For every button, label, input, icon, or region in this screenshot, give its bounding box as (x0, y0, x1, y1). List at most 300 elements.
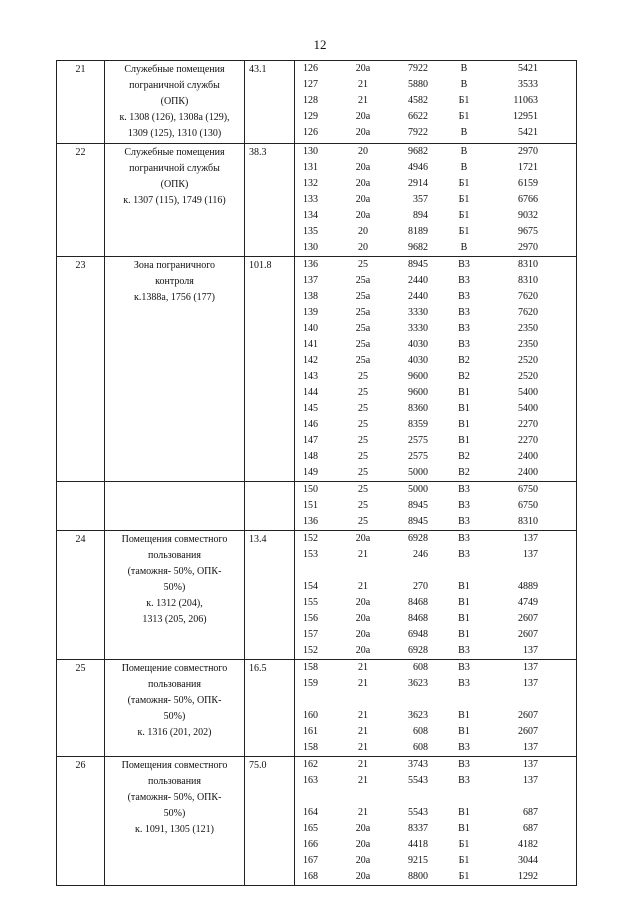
point-y: 8310 (518, 516, 538, 527)
point-x: 8360 (408, 403, 428, 414)
point-type: В3 (458, 549, 470, 560)
point-y: 137 (523, 533, 538, 544)
area-value: 43.1 (245, 61, 295, 144)
point-list (295, 531, 577, 660)
point-number: 143 (303, 371, 318, 382)
list-item (295, 176, 576, 192)
list-item (295, 773, 576, 789)
point-type: В3 (458, 678, 470, 689)
list-item (295, 740, 576, 756)
point-code: 21 (358, 726, 368, 737)
point-y: 5400 (518, 387, 538, 398)
point-code: 25 (358, 451, 368, 462)
list-item (295, 579, 576, 595)
point-code: 25 (358, 516, 368, 527)
list-item (295, 449, 576, 465)
room-description (105, 531, 245, 660)
point-code: 20 (358, 226, 368, 237)
list-item (295, 369, 576, 385)
point-type: Б1 (458, 111, 470, 122)
point-x: 8945 (408, 516, 428, 527)
table-body (57, 61, 577, 886)
point-type: В (460, 79, 468, 90)
point-type: Б1 (458, 226, 470, 237)
item-number: 24 (57, 531, 105, 660)
point-y: 6159 (518, 178, 538, 189)
point-y: 137 (523, 662, 538, 673)
point-number: 152 (303, 645, 318, 656)
point-number: 166 (303, 839, 318, 850)
point-x: 5543 (408, 807, 428, 818)
point-number: 164 (303, 807, 318, 818)
point-type: В (460, 63, 468, 74)
point-x: 8468 (408, 613, 428, 624)
point-code: 20а (355, 839, 371, 850)
item-number (57, 482, 105, 531)
point-x: 4946 (408, 162, 428, 173)
list-item (295, 465, 576, 481)
description-line: (таможня- 50%, ОПК- (127, 792, 222, 803)
list-item (295, 160, 576, 176)
point-number: 156 (303, 613, 318, 624)
point-type: В1 (458, 629, 470, 640)
point-x: 2440 (408, 275, 428, 286)
point-number: 147 (303, 435, 318, 446)
point-code: 25 (358, 500, 368, 511)
point-code: 21 (358, 710, 368, 721)
point-code: 20а (355, 111, 371, 122)
list-item (295, 643, 576, 659)
point-y: 5421 (518, 63, 538, 74)
list-item (295, 125, 576, 141)
point-type: В3 (458, 500, 470, 511)
point-code: 21 (358, 95, 368, 106)
point-number: 157 (303, 629, 318, 640)
point-x: 2575 (408, 451, 428, 462)
point-number: 158 (303, 662, 318, 673)
list-item (295, 401, 576, 417)
point-y: 2607 (518, 613, 538, 624)
point-type: В1 (458, 710, 470, 721)
description-line: (ОПК) (160, 96, 189, 107)
description-line: (таможня- 50%, ОПК- (127, 695, 222, 706)
list-item (295, 93, 576, 109)
point-code: 25а (355, 291, 371, 302)
point-x: 608 (413, 726, 428, 737)
point-x: 4582 (408, 95, 428, 106)
description-line: пользования (148, 679, 201, 690)
point-x: 5880 (408, 79, 428, 90)
list-item (295, 61, 576, 77)
point-number: 133 (303, 194, 318, 205)
area-value: 101.8 (245, 257, 295, 482)
point-code: 25а (355, 323, 371, 334)
point-x: 3623 (408, 678, 428, 689)
point-y: 2520 (518, 355, 538, 366)
point-type: В2 (458, 451, 470, 462)
point-code: 25а (355, 275, 371, 286)
point-number: 131 (303, 162, 318, 173)
point-y: 4182 (518, 839, 538, 850)
room-description (105, 482, 245, 531)
point-y: 5421 (518, 127, 538, 138)
point-x: 8945 (408, 259, 428, 270)
point-type: В (460, 127, 468, 138)
point-x: 7922 (408, 127, 428, 138)
room-description (105, 61, 245, 144)
point-code: 25 (358, 419, 368, 430)
point-x: 6928 (408, 533, 428, 544)
point-number: 137 (303, 275, 318, 286)
description-line: Зона пограничного (133, 260, 216, 271)
point-type: Б1 (458, 839, 470, 850)
list-item (295, 757, 576, 773)
description-line: 1309 (125), 1310 (130) (127, 128, 222, 139)
point-y: 687 (523, 807, 538, 818)
point-code: 21 (358, 581, 368, 592)
list-item (295, 289, 576, 305)
point-number: 150 (303, 484, 318, 495)
point-number: 148 (303, 451, 318, 462)
point-number: 135 (303, 226, 318, 237)
list-item (295, 240, 576, 256)
point-code: 20а (355, 533, 371, 544)
point-y: 137 (523, 759, 538, 770)
room-description (105, 144, 245, 257)
point-code: 25а (355, 307, 371, 318)
point-y: 1721 (518, 162, 538, 173)
point-type: В1 (458, 613, 470, 624)
list-item (295, 385, 576, 401)
list-item (295, 660, 576, 676)
point-number: 162 (303, 759, 318, 770)
list-item (295, 837, 576, 853)
point-y: 2350 (518, 339, 538, 350)
point-type: В1 (458, 597, 470, 608)
point-type: В3 (458, 259, 470, 270)
point-y: 2970 (518, 242, 538, 253)
point-y: 1292 (518, 871, 538, 882)
row-spacer (295, 789, 576, 805)
list-item (295, 144, 576, 160)
list-item (295, 627, 576, 643)
point-type: В3 (458, 533, 470, 544)
list-item (295, 208, 576, 224)
point-y: 5400 (518, 403, 538, 414)
point-code: 20 (358, 242, 368, 253)
point-y: 7620 (518, 291, 538, 302)
description-line: 1313 (205, 206) (142, 614, 207, 625)
point-number: 138 (303, 291, 318, 302)
point-number: 149 (303, 467, 318, 478)
point-x: 894 (413, 210, 428, 221)
point-code: 20а (355, 629, 371, 640)
description-line: (ОПК) (160, 179, 189, 190)
point-x: 9682 (408, 242, 428, 253)
description-line: 50%) (163, 711, 186, 722)
description-line: к. 1308 (126), 1308а (129), (119, 112, 230, 123)
point-number: 134 (303, 210, 318, 221)
list-item (295, 514, 576, 530)
description-line: Помещения совместного (121, 760, 228, 771)
list-item (295, 611, 576, 627)
point-y: 2350 (518, 323, 538, 334)
point-x: 8189 (408, 226, 428, 237)
point-x: 2575 (408, 435, 428, 446)
point-type: В3 (458, 662, 470, 673)
point-type: В3 (458, 275, 470, 286)
point-code: 25а (355, 355, 371, 366)
point-list (295, 61, 577, 144)
point-type: В2 (458, 467, 470, 478)
point-y: 11063 (513, 95, 538, 106)
point-list (295, 257, 577, 482)
point-code: 25 (358, 259, 368, 270)
area-value: 16.5 (245, 660, 295, 757)
point-list (295, 757, 577, 886)
point-number: 163 (303, 775, 318, 786)
list-item (295, 257, 576, 273)
point-code: 20а (355, 855, 371, 866)
point-code: 25 (358, 387, 368, 398)
list-item (295, 805, 576, 821)
point-x: 8468 (408, 597, 428, 608)
point-y: 2520 (518, 371, 538, 382)
point-code: 20а (355, 597, 371, 608)
point-x: 8945 (408, 500, 428, 511)
point-type: В2 (458, 355, 470, 366)
point-code: 21 (358, 759, 368, 770)
point-type: В2 (458, 371, 470, 382)
point-x: 3330 (408, 307, 428, 318)
point-number: 155 (303, 597, 318, 608)
specification-table (56, 60, 577, 886)
point-type: В1 (458, 823, 470, 834)
point-type: В3 (458, 484, 470, 495)
point-type: В1 (458, 581, 470, 592)
point-x: 3330 (408, 323, 428, 334)
point-code: 20а (355, 823, 371, 834)
point-code: 20а (355, 178, 371, 189)
point-y: 8310 (518, 275, 538, 286)
point-y: 4889 (518, 581, 538, 592)
point-number: 158 (303, 742, 318, 753)
list-item (295, 708, 576, 724)
list-item (295, 77, 576, 93)
point-number: 127 (303, 79, 318, 90)
point-y: 6750 (518, 484, 538, 495)
point-y: 6766 (518, 194, 538, 205)
point-number: 130 (303, 242, 318, 253)
point-type: Б1 (458, 178, 470, 189)
point-code: 21 (358, 742, 368, 753)
point-type: В (460, 146, 468, 157)
description-line: контроля (155, 276, 194, 287)
point-number: 144 (303, 387, 318, 398)
list-item (295, 595, 576, 611)
point-type: В1 (458, 807, 470, 818)
point-type: В3 (458, 759, 470, 770)
list-item (295, 498, 576, 514)
point-number: 165 (303, 823, 318, 834)
description-line: к. 1312 (204), (146, 598, 203, 609)
description-line: Помещения совместного (121, 534, 228, 545)
point-type: В3 (458, 323, 470, 334)
list-item (295, 224, 576, 240)
item-number: 26 (57, 757, 105, 886)
point-y: 2970 (518, 146, 538, 157)
point-y: 2400 (518, 467, 538, 478)
point-code: 25 (358, 435, 368, 446)
row-spacer (295, 692, 576, 708)
point-x: 3623 (408, 710, 428, 721)
description-line: пограничной службы (129, 163, 220, 174)
point-y: 9032 (518, 210, 538, 221)
point-y: 7620 (518, 307, 538, 318)
description-line: к. 1307 (115), 1749 (116) (123, 195, 226, 206)
point-y: 2607 (518, 726, 538, 737)
point-x: 8800 (408, 871, 428, 882)
list-item (295, 676, 576, 692)
point-x: 4030 (408, 339, 428, 350)
point-code: 20а (355, 210, 371, 221)
point-x: 8359 (408, 419, 428, 430)
point-code: 21 (358, 662, 368, 673)
point-code: 20 (358, 146, 368, 157)
table-row (57, 61, 577, 144)
point-list (295, 144, 577, 257)
area-value: 38.3 (245, 144, 295, 257)
item-number: 23 (57, 257, 105, 482)
area-value (245, 482, 295, 531)
description-line: пограничной службы (129, 80, 220, 91)
page-number: 12 (313, 37, 327, 52)
point-x: 4418 (408, 839, 428, 850)
description-line: Служебные помещения (124, 64, 225, 75)
point-type: Б1 (458, 871, 470, 882)
point-number: 145 (303, 403, 318, 414)
list-item (295, 273, 576, 289)
point-number: 142 (303, 355, 318, 366)
point-y: 137 (523, 549, 538, 560)
list-item (295, 321, 576, 337)
list-item (295, 821, 576, 837)
point-x: 9600 (408, 387, 428, 398)
table-row (57, 257, 577, 482)
point-code: 20а (355, 871, 371, 882)
point-number: 136 (303, 516, 318, 527)
point-type: Б1 (458, 210, 470, 221)
point-number: 130 (303, 146, 318, 157)
list-item (295, 433, 576, 449)
point-number: 160 (303, 710, 318, 721)
list-item (295, 337, 576, 353)
point-x: 7922 (408, 63, 428, 74)
row-spacer (295, 563, 576, 579)
point-type: В1 (458, 435, 470, 446)
table-row (57, 482, 577, 531)
point-code: 21 (358, 678, 368, 689)
description-line: к. 1091, 1305 (121) (134, 824, 215, 835)
point-x: 4030 (408, 355, 428, 366)
point-number: 153 (303, 549, 318, 560)
point-y: 8310 (518, 259, 538, 270)
point-x: 6622 (408, 111, 428, 122)
point-number: 167 (303, 855, 318, 866)
point-x: 9682 (408, 146, 428, 157)
room-description (105, 660, 245, 757)
point-list (295, 660, 577, 757)
point-code: 25 (358, 484, 368, 495)
point-code: 25а (355, 339, 371, 350)
point-type: В1 (458, 726, 470, 737)
point-x: 6948 (408, 629, 428, 640)
point-y: 137 (523, 742, 538, 753)
point-number: 146 (303, 419, 318, 430)
point-code: 20а (355, 194, 371, 205)
area-value: 75.0 (245, 757, 295, 886)
point-y: 3533 (518, 79, 538, 90)
list-item (295, 869, 576, 885)
point-number: 154 (303, 581, 318, 592)
list-item (295, 482, 576, 498)
point-number: 132 (303, 178, 318, 189)
point-type: В3 (458, 291, 470, 302)
area-value: 13.4 (245, 531, 295, 660)
point-x: 608 (413, 742, 428, 753)
point-number: 168 (303, 871, 318, 882)
description-line: Служебные помещения (124, 147, 225, 158)
point-code: 25 (358, 371, 368, 382)
point-type: В3 (458, 645, 470, 656)
room-description (105, 757, 245, 886)
point-number: 152 (303, 533, 318, 544)
point-code: 20а (355, 127, 371, 138)
point-type: В (460, 242, 468, 253)
point-number: 129 (303, 111, 318, 122)
point-type: В3 (458, 742, 470, 753)
point-x: 9600 (408, 371, 428, 382)
point-code: 21 (358, 775, 368, 786)
list-item (295, 353, 576, 369)
point-type: Б1 (458, 855, 470, 866)
table-row (57, 757, 577, 886)
list-item (295, 724, 576, 740)
point-y: 6750 (518, 500, 538, 511)
point-x: 8337 (408, 823, 428, 834)
point-code: 25 (358, 467, 368, 478)
table-row (57, 144, 577, 257)
point-number: 126 (303, 127, 318, 138)
point-x: 3743 (408, 759, 428, 770)
list-item (295, 547, 576, 563)
point-type: Б1 (458, 95, 470, 106)
point-type: В3 (458, 775, 470, 786)
list-item (295, 109, 576, 125)
point-number: 161 (303, 726, 318, 737)
description-line: к.1388а, 1756 (177) (134, 292, 215, 303)
point-code: 20а (355, 613, 371, 624)
point-code: 20а (355, 63, 371, 74)
point-y: 2270 (518, 419, 538, 430)
point-x: 5543 (408, 775, 428, 786)
point-number: 139 (303, 307, 318, 318)
point-type: В3 (458, 307, 470, 318)
point-x: 5000 (408, 484, 428, 495)
point-x: 6928 (408, 645, 428, 656)
point-y: 9675 (518, 226, 538, 237)
point-y: 12951 (513, 111, 538, 122)
